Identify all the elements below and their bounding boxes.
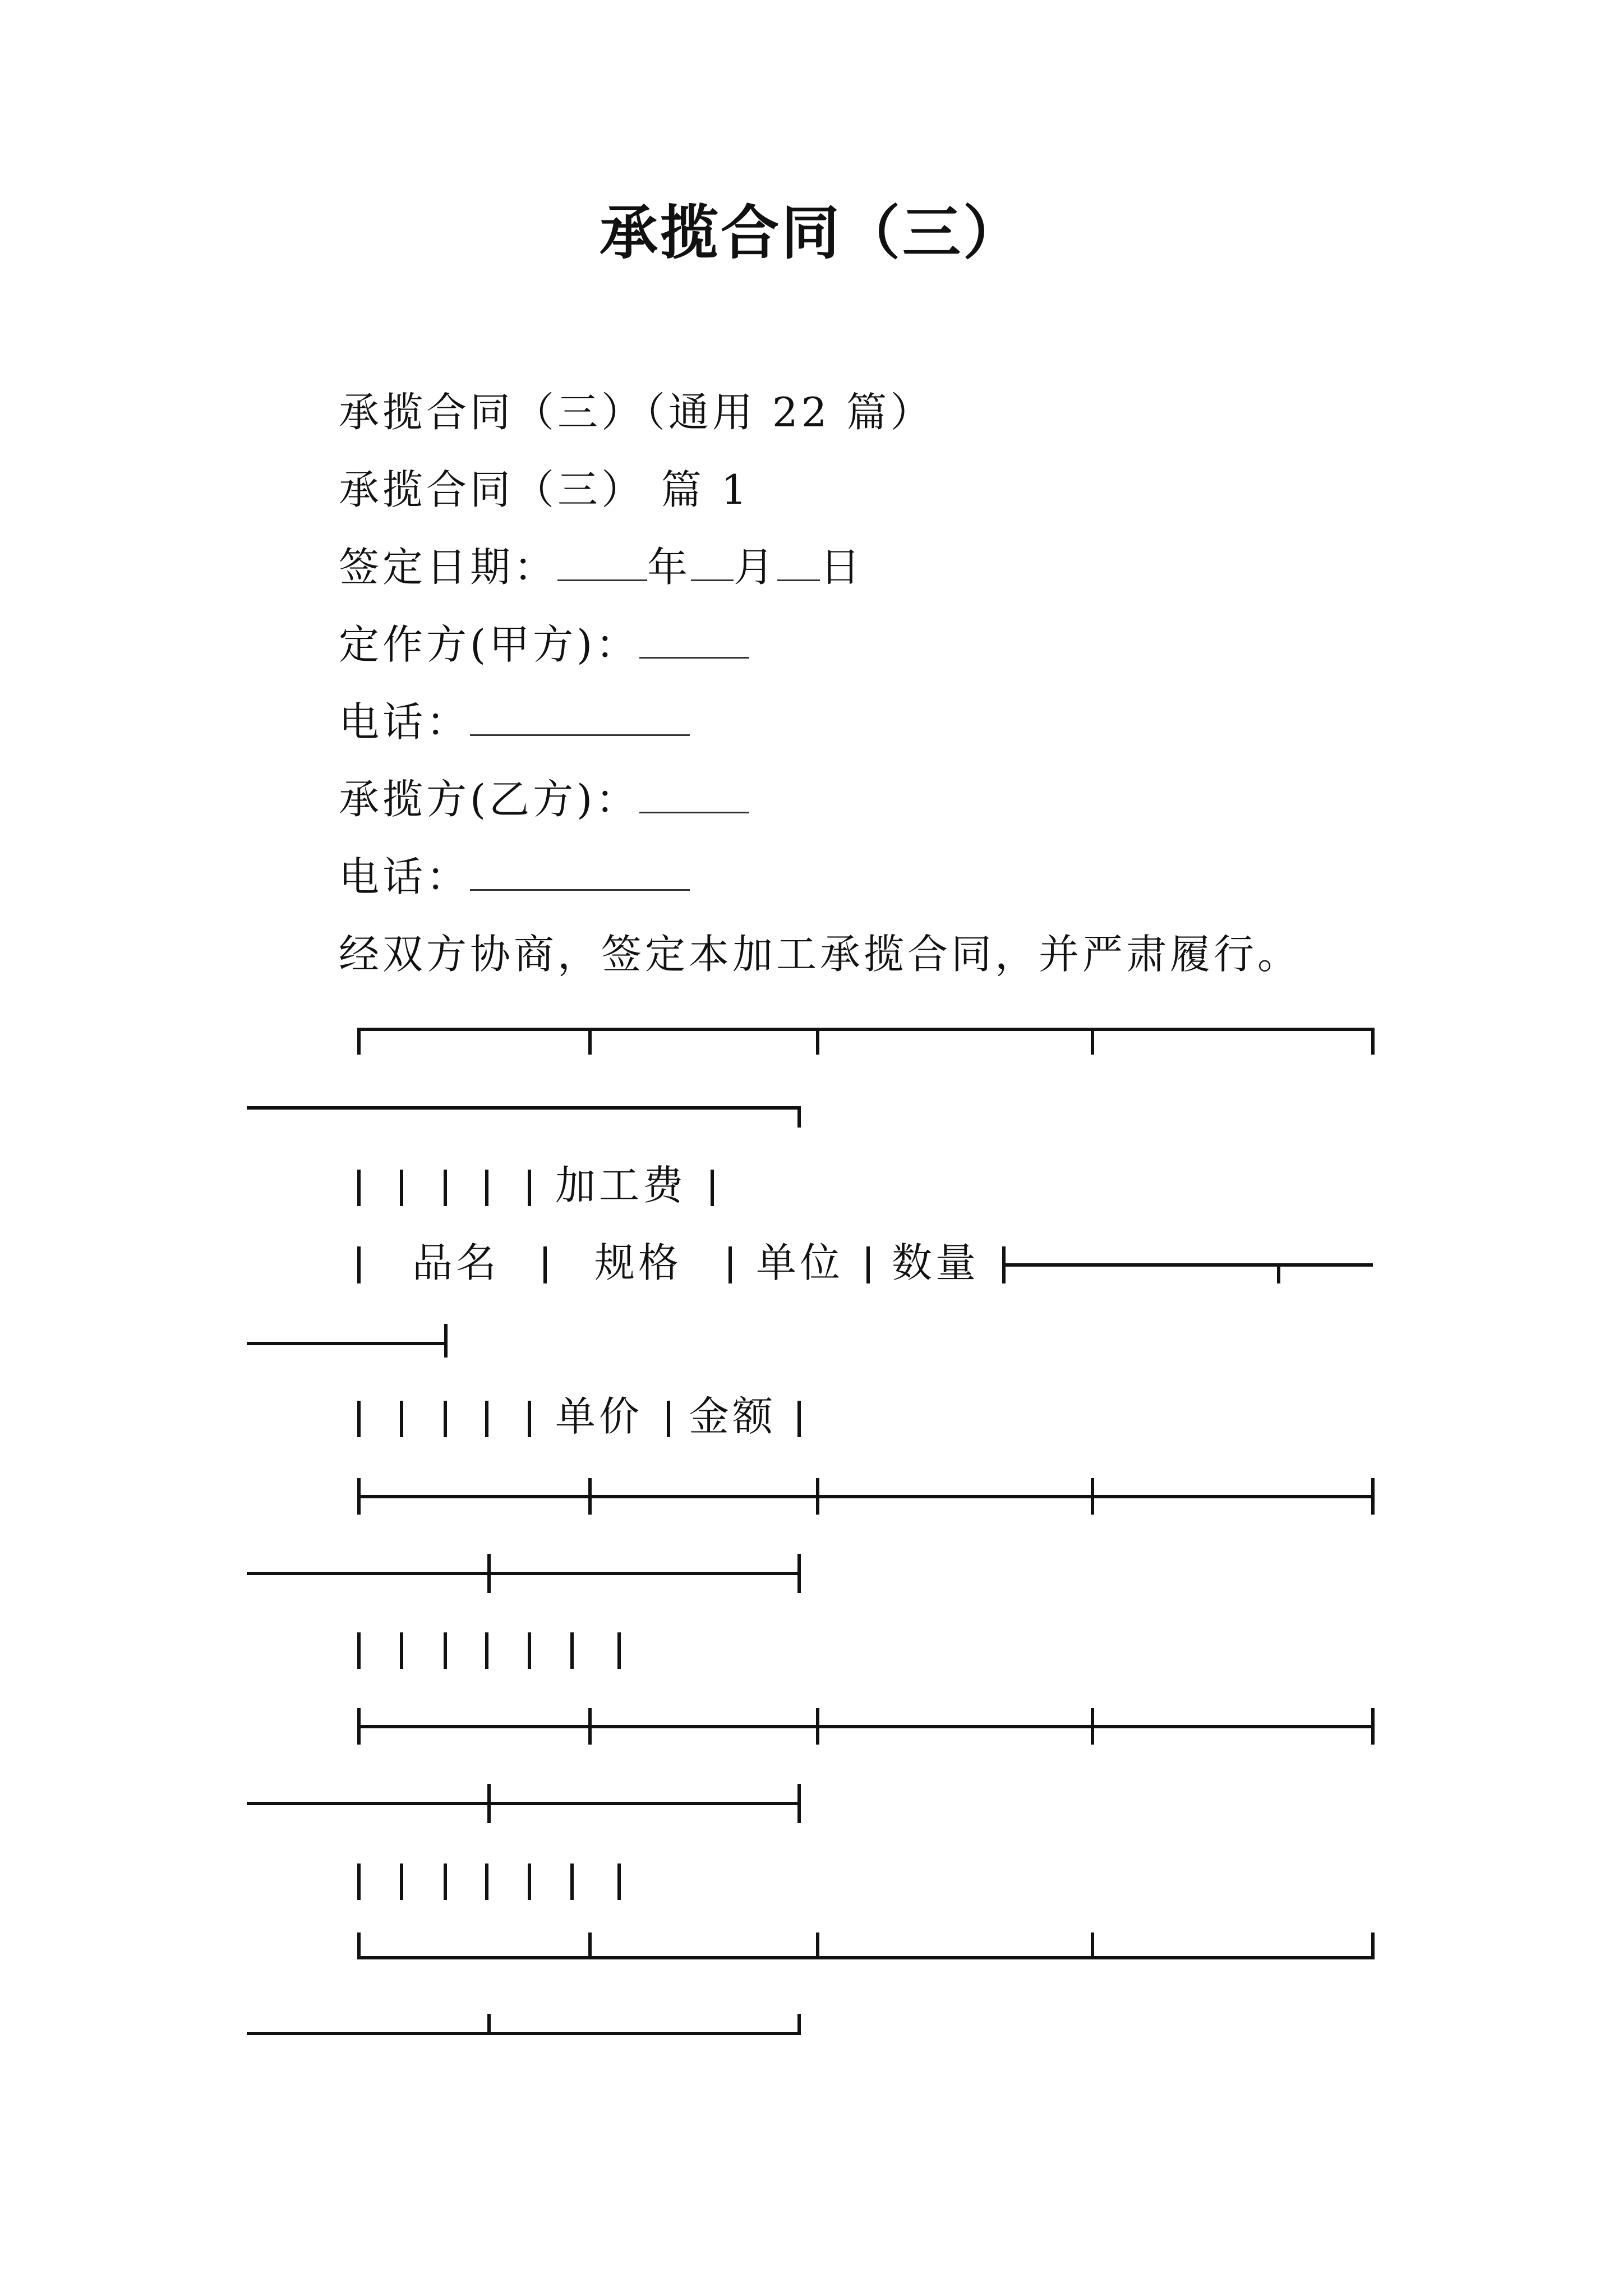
table-separator-2: [359, 1708, 1373, 1745]
sign-date-label: 签定日期：: [339, 544, 558, 591]
header-product: 品名: [412, 1239, 500, 1286]
table-top-wrap: [247, 1108, 799, 1128]
header-quantity: 数量: [892, 1239, 980, 1286]
phone-b-label: 电话：: [339, 853, 471, 900]
document-title: 承揽合同（三）: [599, 198, 1023, 267]
table-bottom-border: [359, 1932, 1373, 1958]
subtitle: 承揽合同（三）（通用 22 篇）: [339, 389, 934, 436]
year-label: 年: [647, 544, 691, 591]
data-row-1: [359, 1632, 619, 1669]
table-separator-1: [359, 1478, 1373, 1515]
data-row-2: [359, 1864, 619, 1900]
header-unit: 单位: [756, 1239, 844, 1286]
agreement-text: 经双方协商，签定本加工承揽合同，并严肃履行。: [339, 931, 1302, 978]
header-wrap: [247, 1324, 446, 1358]
day-label: 日: [820, 544, 864, 591]
chapter-heading: 承揽合同（三） 篇 1: [339, 466, 750, 513]
party-a-label: 定作方(甲方)：: [339, 621, 640, 668]
header-unit-price: 单价: [555, 1393, 643, 1440]
table-top-border: [359, 1029, 1373, 1055]
header-amount: 金额: [689, 1393, 777, 1440]
month-label: 月: [734, 544, 778, 591]
header-processing-fee: 加工费: [555, 1162, 687, 1209]
party-b-label: 承揽方(乙方)：: [339, 776, 640, 823]
phone-a-label: 电话：: [339, 698, 471, 746]
header-spec: 规格: [594, 1239, 683, 1286]
